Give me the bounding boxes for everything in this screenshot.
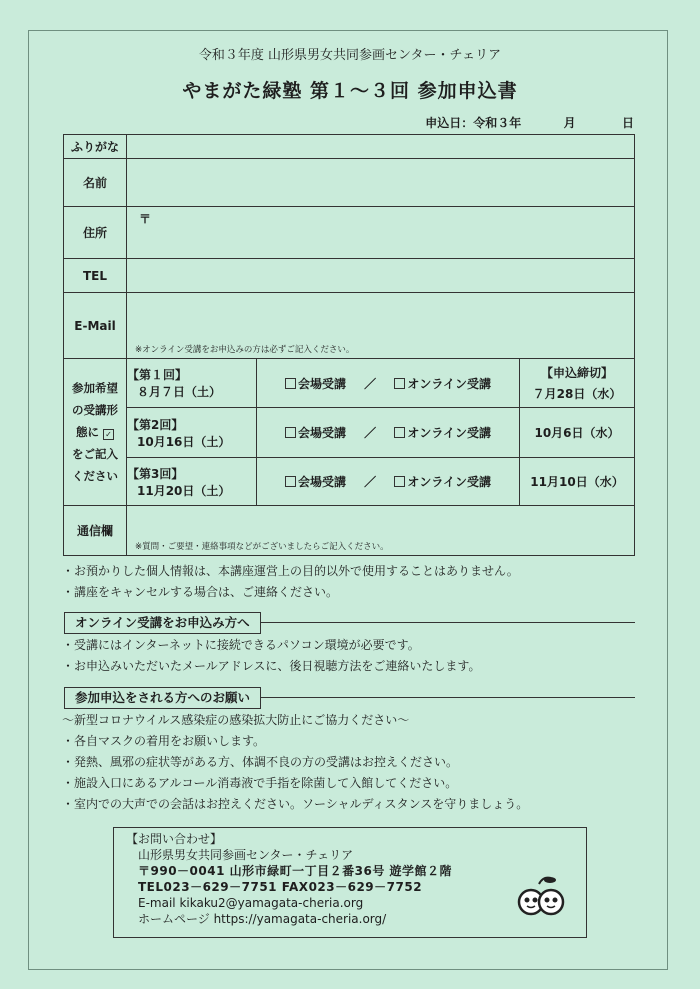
address-label: 住所 bbox=[64, 207, 127, 259]
name-label: 名前 bbox=[64, 159, 127, 207]
form-title: やまがた緑塾 第１～３回 参加申込書 bbox=[182, 80, 518, 102]
note-item: ・講座をキャンセルする場合は、ご連絡ください。 bbox=[62, 585, 339, 599]
session-2-online-checkbox[interactable] bbox=[394, 427, 405, 438]
session-3-mode: 会場受講 ／ オンライン受講 bbox=[257, 458, 520, 506]
list-item: ・施設入口にあるアルコール消毒液で手指を除菌して入館してください。 bbox=[62, 776, 458, 790]
list-item: ・受講にはインターネットに接続できるパソコン環境が必要です。 bbox=[62, 638, 420, 652]
email-field[interactable] bbox=[127, 293, 635, 359]
session-3-date: 【第3回】 11月20日（土） bbox=[127, 458, 257, 506]
privacy-notes bbox=[62, 561, 519, 603]
postal-mark: 〒 bbox=[139, 212, 152, 226]
name-row bbox=[64, 159, 635, 207]
apply-date-day: 日 bbox=[621, 116, 634, 130]
session-2-mode: 会場受講 ／ オンライン受講 bbox=[257, 408, 520, 458]
session-3-deadline: 11月10日（水） bbox=[520, 458, 635, 506]
request-subtitle: ～新型コロナウイルス感染症の感染拡大防止にご協力ください～ bbox=[62, 713, 410, 727]
contact-tel-fax: TEL023－629－7751 FAX023－629－7752 bbox=[138, 880, 423, 894]
online-section-title: オンライン受講をお申込み方へ bbox=[64, 612, 261, 634]
contact-org: 山形県男女共同参画センター・チェリア bbox=[138, 848, 354, 862]
session-2-date: 【第2回】 10月16日（土） bbox=[127, 408, 257, 458]
apply-date-month: 月 bbox=[563, 116, 576, 130]
contact-address: 〒990－0041 山形市緑町一丁目２番36号 遊学館２階 bbox=[138, 864, 453, 878]
email-label: E-Mail bbox=[64, 293, 127, 359]
list-item: ・各自マスクの着用をお願いします。 bbox=[62, 734, 266, 748]
session-2-venue-checkbox[interactable] bbox=[285, 427, 296, 438]
session-1-venue-checkbox[interactable] bbox=[285, 378, 296, 389]
session-1-online-checkbox[interactable] bbox=[394, 378, 405, 389]
address-field[interactable] bbox=[127, 207, 635, 259]
session-row-2 bbox=[64, 408, 635, 458]
session-1-date: 【第１回】 ８月７日（土） bbox=[127, 359, 257, 408]
check-mark-icon: ✓ bbox=[103, 429, 114, 440]
list-item: ・お申込みいただいたメールアドレスに、後日視聴方法をご連絡いたします。 bbox=[62, 659, 481, 673]
address-row bbox=[64, 207, 635, 259]
request-section-title: 参加申込をされる方へのお願い bbox=[64, 687, 261, 709]
contact-homepage[interactable]: ホームページ https://yamagata-cheria.org/ bbox=[138, 912, 387, 926]
email-note: ※オンライン受講をお申込みの方は必ずご記入ください。 bbox=[135, 345, 355, 355]
session-label: 参加希望 の受講形 態に ✓ をご記入 ください bbox=[64, 359, 127, 506]
contact-email[interactable]: E-mail kikaku2@yamagata-cheria.org bbox=[138, 896, 364, 910]
session-row-3 bbox=[64, 458, 635, 506]
session-row-1 bbox=[64, 359, 635, 408]
cherry-mascot-icon bbox=[517, 874, 567, 918]
list-item: ・発熱、風邪の症状等がある方、体調不良の方の受講はお控えください。 bbox=[62, 755, 459, 769]
session-1-deadline: 【申込締切】 ７月28日（水） bbox=[520, 359, 635, 408]
apply-date bbox=[425, 114, 634, 131]
comm-label: 通信欄 bbox=[64, 506, 127, 556]
organizer-line: 令和３年度 山形県男女共同参画センター・チェリア bbox=[198, 48, 502, 63]
online-section-items bbox=[62, 635, 480, 677]
session-1-mode: 会場受講 ／ オンライン受講 bbox=[257, 359, 520, 408]
email-row bbox=[64, 293, 635, 359]
furigana-field[interactable] bbox=[127, 135, 635, 159]
furigana-row bbox=[64, 135, 635, 159]
session-2-deadline: 10月6日（水） bbox=[520, 408, 635, 458]
contact-box bbox=[113, 827, 587, 938]
comm-row bbox=[64, 506, 635, 556]
session-3-online-checkbox[interactable] bbox=[394, 476, 405, 487]
tel-field[interactable] bbox=[127, 259, 635, 293]
furigana-label: ふりがな bbox=[64, 135, 127, 159]
contact-heading: 【お問い合わせ】 bbox=[126, 832, 223, 846]
note-item: ・お預かりした個人情報は、本講座運営上の目的以外で使用することはありません。 bbox=[62, 564, 519, 578]
session-3-venue-checkbox[interactable] bbox=[285, 476, 296, 487]
name-field[interactable] bbox=[127, 159, 635, 207]
apply-date-label: 申込日：令和３年 bbox=[425, 116, 522, 130]
comm-field[interactable] bbox=[127, 506, 635, 556]
list-item: ・室内での大声での会話はお控えください。ソーシャルディスタンスを守りましょう。 bbox=[62, 797, 529, 811]
comm-note: ※質問・ご要望・連絡事項などがございましたらご記入ください。 bbox=[135, 542, 389, 552]
request-section-items bbox=[62, 710, 528, 815]
tel-label: TEL bbox=[64, 259, 127, 293]
application-form-table bbox=[63, 134, 635, 556]
deadline-header: 【申込締切】 bbox=[540, 366, 613, 380]
tel-row bbox=[64, 259, 635, 293]
